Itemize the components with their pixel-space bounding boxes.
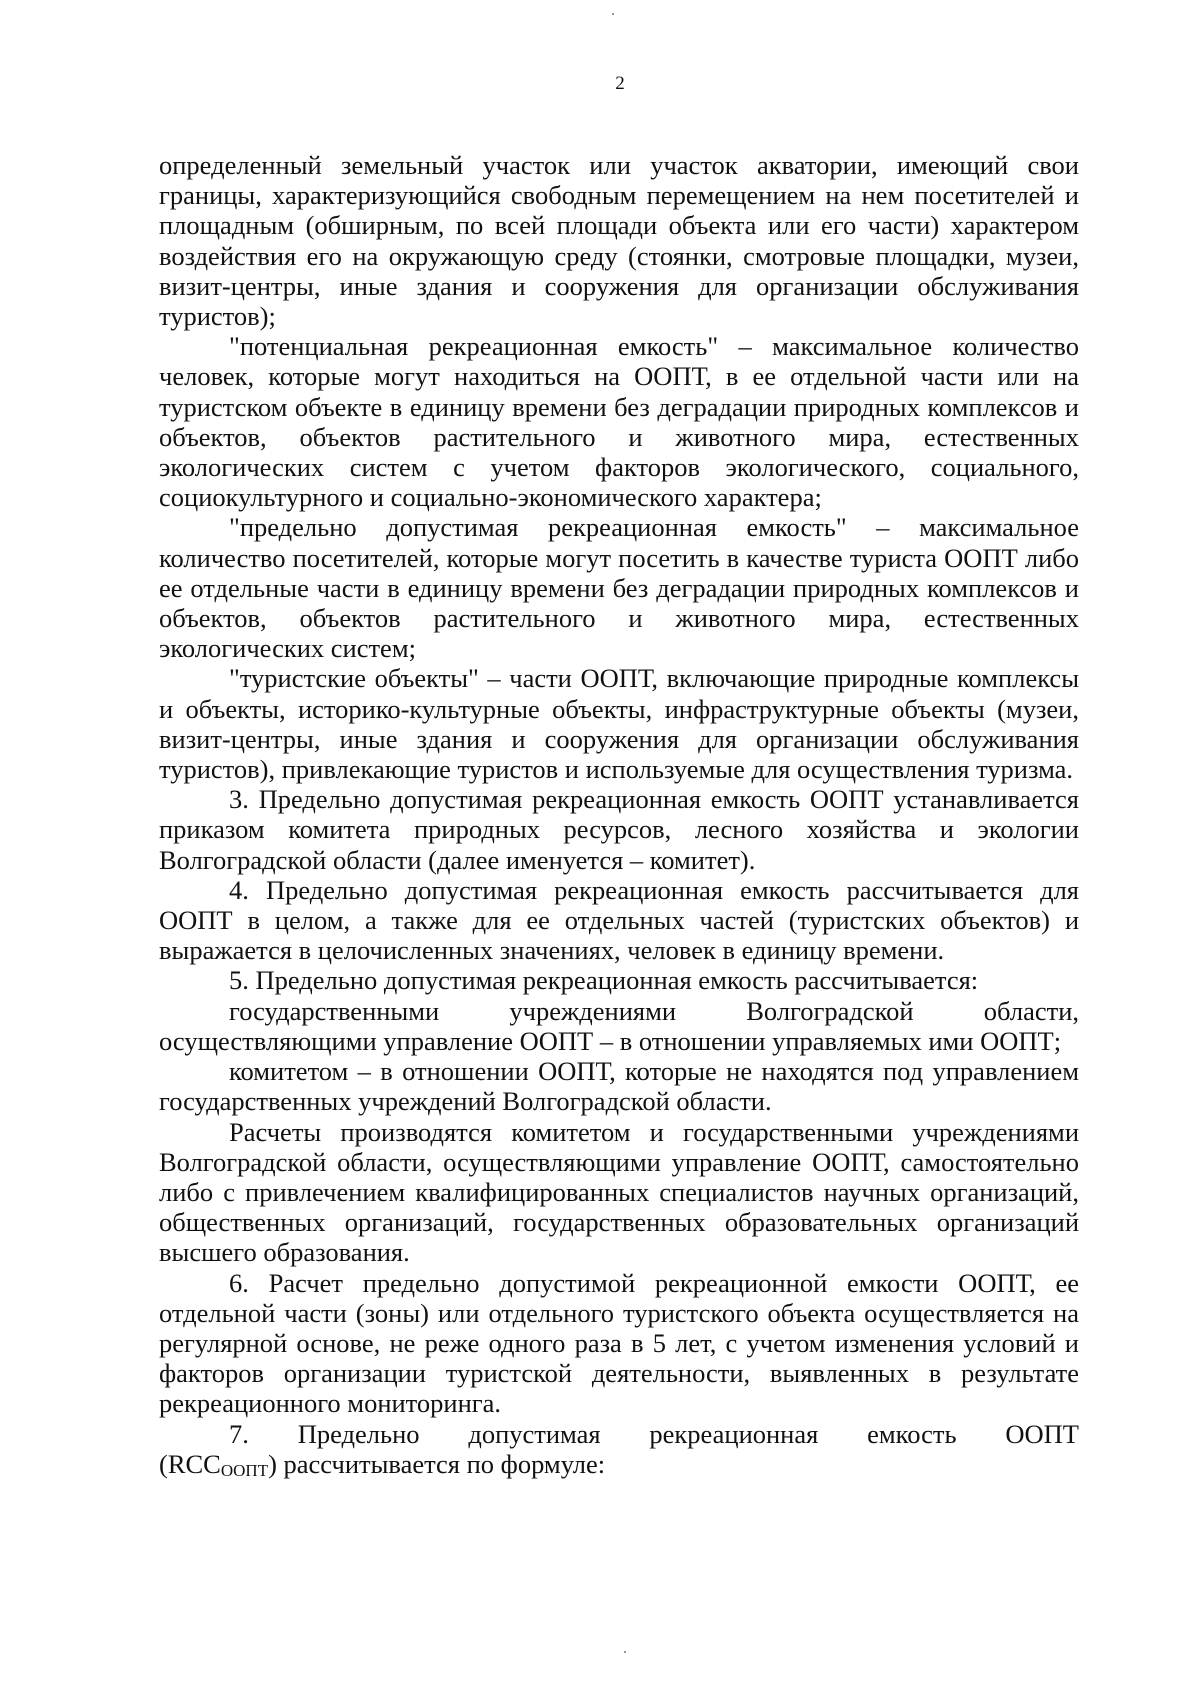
formula-subscript: ООПТ (220, 1460, 269, 1480)
paragraph-item-5-state-institutions: государственными учреждениями Волгоградской области, осуществляющими управление ООПТ – в отношении управляемых ими ООПТ; (159, 995, 1079, 1056)
paragraph-potential-capacity: "потенциальная рекреационная емкость" – максимальное количество человек, которые могут находиться на ООПТ, в ее отдельной части или на туристском объекте в единицу времени без деградации природных комплексов и объектов, объектов растительного и животного мира, естественных экологических систем с учетом факторов экологического, социального, социокультурного и социально-экономического характера; (159, 331, 1079, 513)
paragraph-item-3: 3. Предельно допустимая рекреационная емкость ООПТ устанавливается приказом комитета природных ресурсов, лесного хозяйства и экологии Волгоградской области (далее именуется – комитет). (159, 784, 1079, 875)
document-body (159, 150, 1079, 1486)
paragraph-max-permissible-capacity: "предельно допустимая рекреационная емкость" – максимальное количество посетителей, которые могут посетить в качестве туриста ООПТ либо ее отдельные части в единицу времени без деградации природных комплексов и объектов, объектов растительного и животного мира, естественных экологических систем; (159, 512, 1079, 664)
paragraph-item-4: 4. Предельно допустимая рекреационная емкость рассчитывается для ООПТ в целом, а также для ее отдельных частей (туристских объектов) и выражается в целочисленных значениях, человек в единицу времени. (159, 874, 1079, 966)
paragraph-item-5: 5. Предельно допустимая рекреационная емкость рассчитывается: (229, 965, 979, 996)
page-number: 2 (615, 73, 625, 94)
scan-speck (612, 13, 614, 15)
scan-speck (624, 1651, 626, 1653)
paragraph-tourist-objects: "туристские объекты" – части ООПТ, включающие природные комплексы и объекты, историко-культурные объекты, инфраструктурные объекты (музеи, визит-центры, иные здания и сооружения для организации обслуживания туристов), привлекающие туристов и используемые для осуществления туризма. (159, 663, 1079, 785)
formula-intro-text: ) рассчитывается по формуле: (268, 1448, 606, 1479)
paragraph-item-7: 7. Предельно допустимая рекреационная емкость ООПТ (229, 1418, 1079, 1449)
formula-symbol: RCC (167, 1448, 221, 1479)
paragraph-item-5-calculations: Расчеты производятся комитетом и государственными учреждениями Волгоградской области, осуществляющими управление ООПТ, самостоятельно либо с привлечением квалифицированных специалистов научных организаций, общественных организаций, государственных образовательных организаций высшего образования. (159, 1116, 1079, 1268)
formula-open-paren: ( (159, 1448, 168, 1479)
paragraph-continuation: определенный земельный участок или участок акватории, имеющий свои границы, характеризующийся свободным перемещением на нем посетителей и площадным (обширным, по всей площади объекта или его части) характером воздействия его на окружающую среду (стоянки, смотровые площадки, музеи, визит-центры, иные здания и сооружения для организации обслуживания туристов); (159, 150, 1079, 332)
formula-intro (159, 1449, 1079, 1486)
paragraph-item-6: 6. Расчет предельно допустимой рекреационной емкости ООПТ, ее отдельной части (зоны) или отдельного туристского объекта осуществляется на регулярной основе, не реже одного раза в 5 лет, с учетом изменения условий и факторов организации туристской деятельности, выявленных в результате рекреационного мониторинга. (159, 1267, 1079, 1419)
paragraph-item-5-committee: комитетом – в отношении ООПТ, которые не находятся под управлением государственных учреждений Волгоградской области. (159, 1056, 1079, 1117)
